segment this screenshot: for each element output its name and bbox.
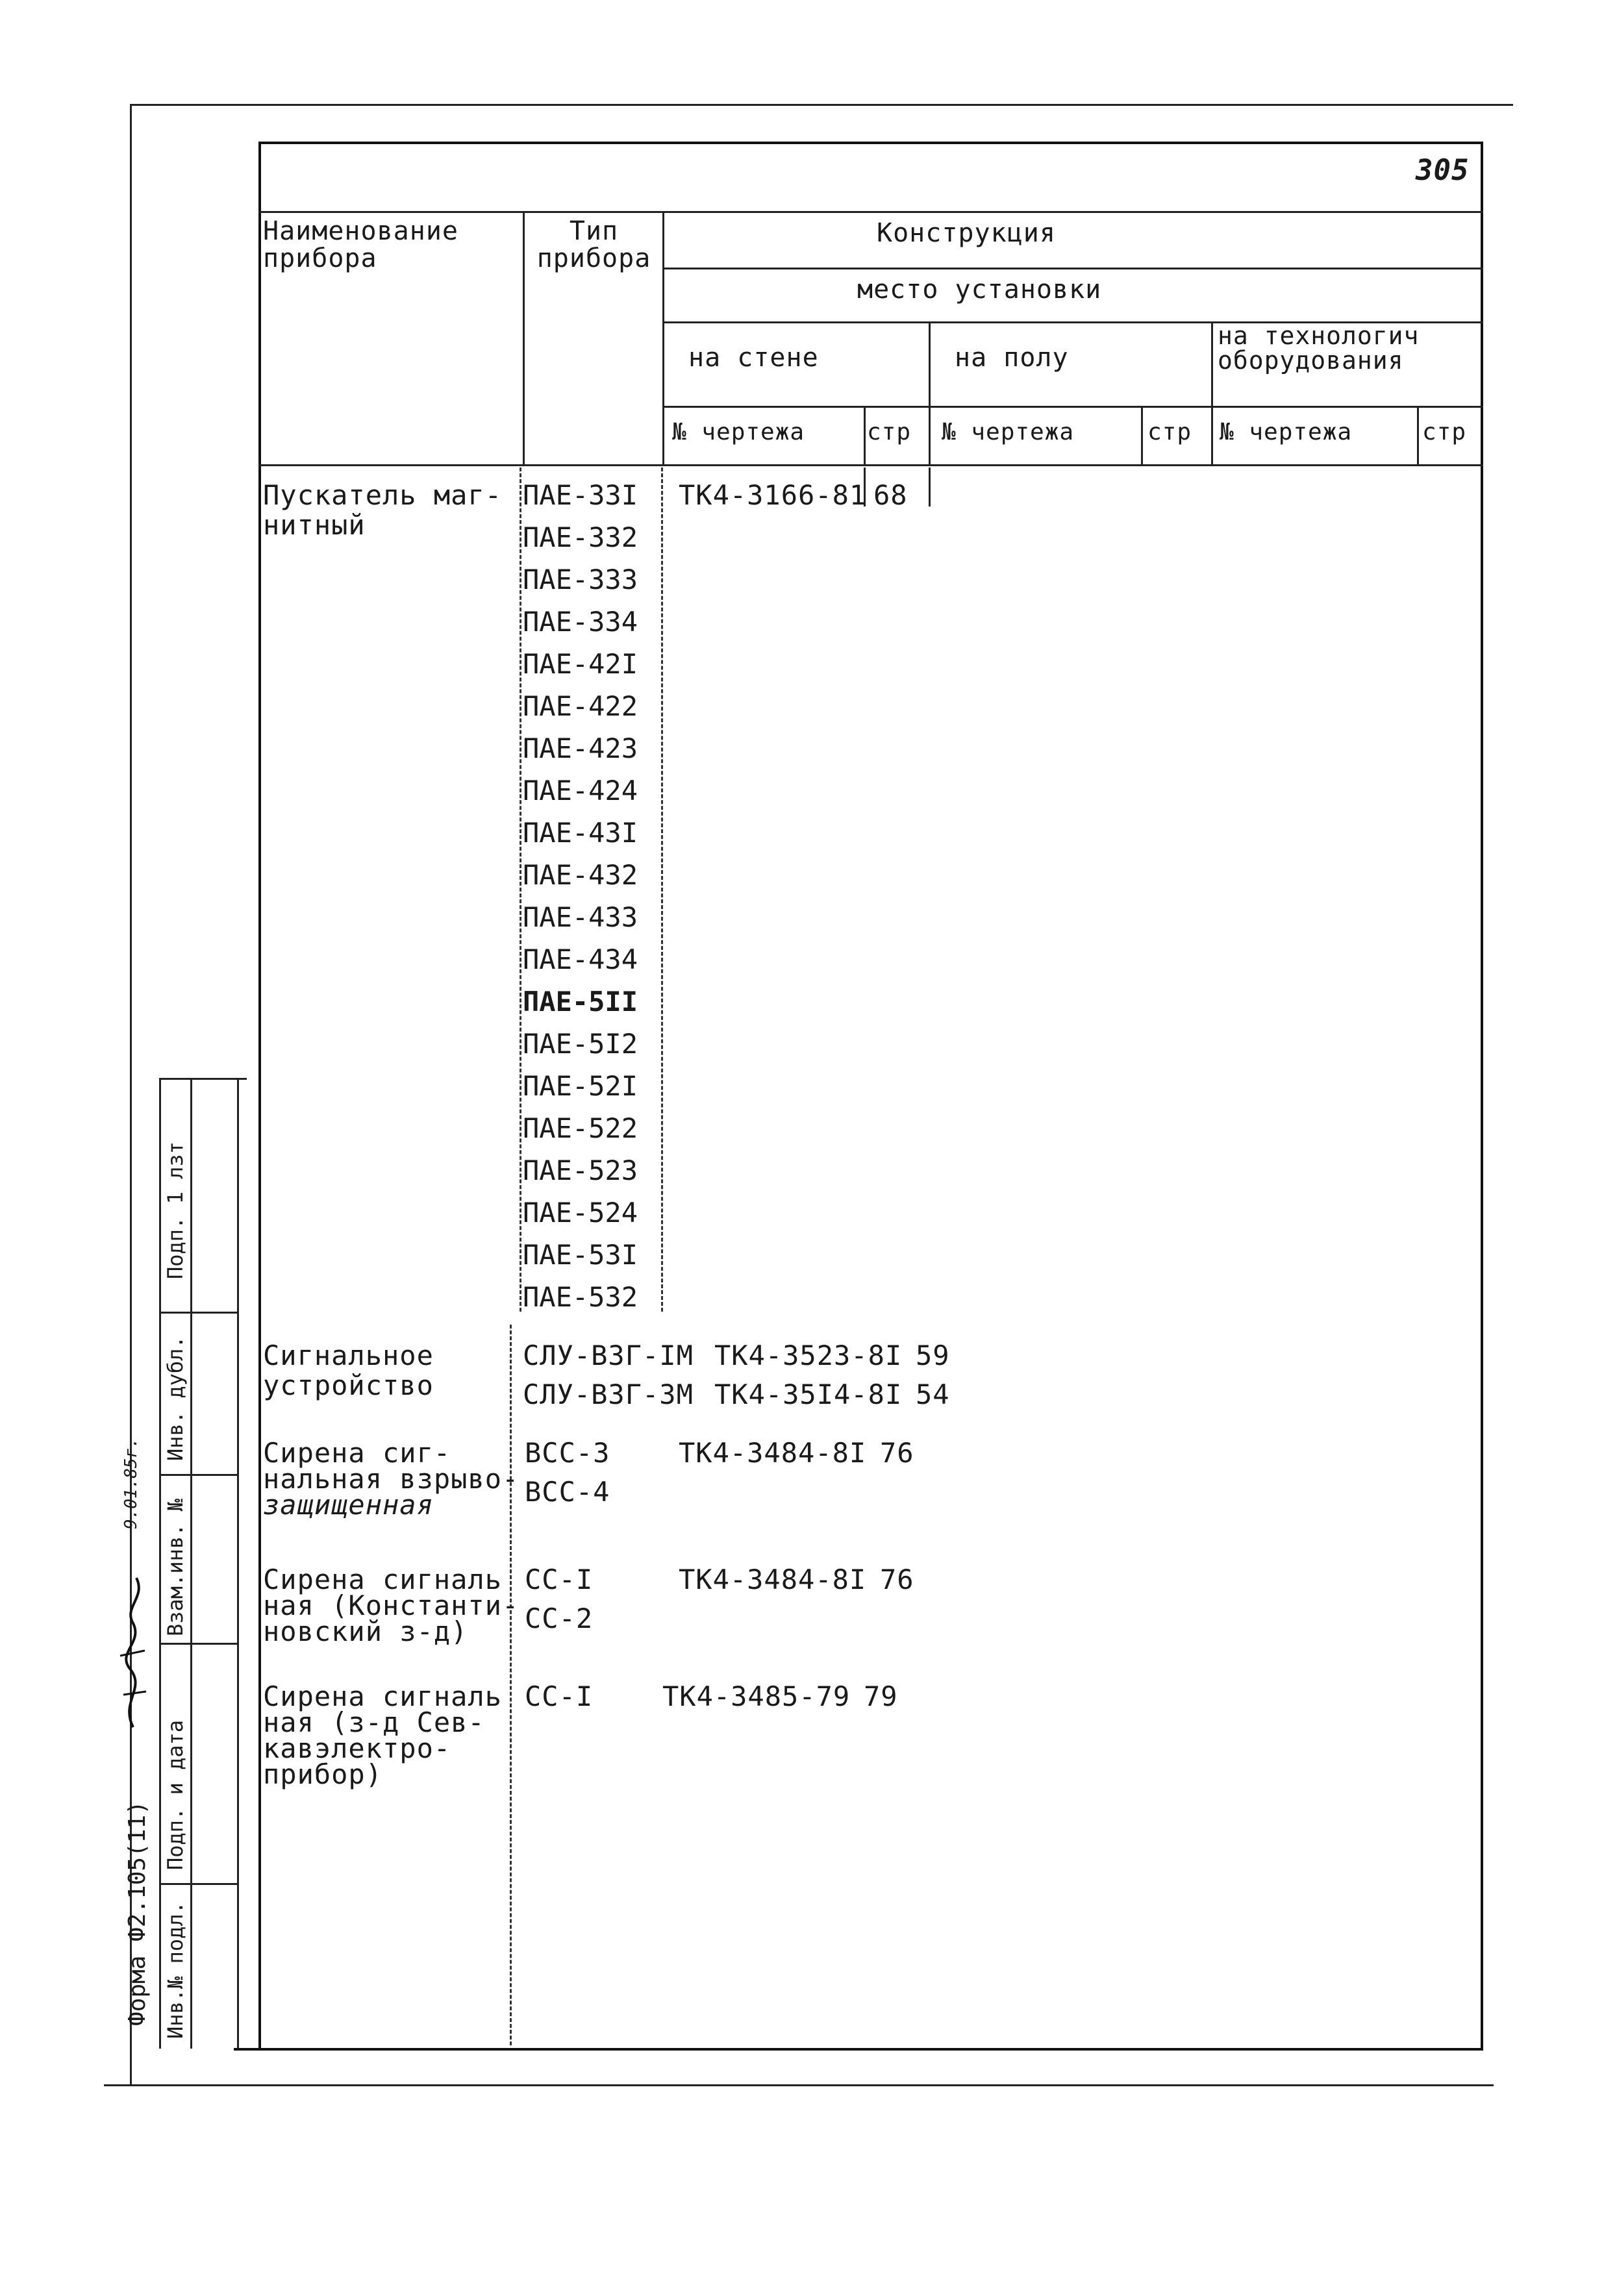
header-floor-drawing: № чертежа — [942, 419, 1075, 445]
stamp-sep — [159, 1078, 247, 1080]
table-left-border — [258, 142, 261, 2051]
header-col-name — [263, 218, 516, 272]
form-label: Форма Ф2.105(11) — [124, 1801, 151, 2026]
outer-left-border — [130, 104, 132, 2084]
stamp-line-left — [159, 1078, 161, 2049]
body-divider-type-upper — [520, 468, 521, 1312]
starter-type: ПАЕ-5I2 — [523, 1028, 638, 1060]
header-on-floor: на полу — [955, 343, 1069, 373]
siren-sev-name-line1: Сирена сигналь — [263, 1680, 503, 1712]
siren-konst-name-line3: новский з-д) — [263, 1616, 468, 1647]
col-divider-equip-str — [1417, 406, 1419, 464]
siren-ex-page: 76 — [880, 1437, 914, 1469]
signature — [107, 1539, 159, 1734]
stamp-line-mid — [190, 1078, 192, 2049]
starter-page: 68 — [873, 479, 908, 511]
starter-type: ПАЕ-532 — [523, 1281, 638, 1313]
siren-ex-drawing: ТК4-3484-8I — [679, 1437, 867, 1469]
starter-type: ПАЕ-424 — [523, 775, 638, 806]
starter-type: ПАЕ-423 — [523, 732, 638, 764]
table-right-border — [1481, 142, 1483, 2051]
starter-name-line2: нитный — [263, 509, 366, 541]
starter-type: ПАЕ-434 — [523, 943, 638, 975]
header-wall-page: стр — [867, 419, 912, 445]
siren-ex-type-1: ВСС-3 — [525, 1437, 610, 1469]
signal-drawing-2: ТК4-35I4-8I — [714, 1379, 903, 1410]
starter-type: ПАЕ-334 — [523, 606, 638, 638]
stamp-sep — [159, 1474, 237, 1476]
stamp-podp-data: Подп. и дата — [163, 1719, 188, 1870]
header-col-name-text: Наименование прибора — [263, 216, 458, 273]
col-divider-wall-str — [864, 406, 866, 464]
starter-name-line1: Пускатель маг- — [263, 479, 503, 511]
header-col-type — [527, 218, 660, 272]
siren-konst-type-1: СС-I — [525, 1564, 594, 1595]
stamp-podp: Подп. 1 лзт — [163, 1142, 188, 1279]
header-bottom-line — [258, 464, 1483, 466]
signal-type-2: СЛУ-ВЗГ-3М — [523, 1379, 694, 1410]
page-number: 305 — [1416, 154, 1470, 187]
stamp-sep — [159, 1312, 237, 1314]
starter-type: ПАЕ-53I — [523, 1239, 638, 1271]
starter-type: ПАЕ-43I — [523, 817, 638, 849]
siren-sev-drawing: ТК4-3485-79 — [662, 1680, 851, 1712]
siren-konst-name-line1: Сирена сигналь — [263, 1564, 503, 1595]
header-on-equipment-text: на технологич оборудования — [1218, 321, 1420, 375]
stamp-block — [159, 1078, 244, 2049]
header-construction: Конструкция — [877, 218, 1056, 248]
col-divider-floor-equip — [1211, 321, 1213, 464]
header-mounting-place: место установки — [857, 275, 1102, 305]
starter-type: ПАЕ-33I — [523, 479, 638, 511]
starter-type: ПАЕ-332 — [523, 521, 638, 553]
signal-drawing-1: ТК4-3523-8I — [714, 1340, 903, 1371]
siren-sev-name-line3: кавэлектро- — [263, 1732, 451, 1764]
body-divider-name — [510, 1325, 512, 2045]
siren-ex-type-2: ВСС-4 — [525, 1476, 610, 1508]
starter-type: ПАЕ-432 — [523, 859, 638, 891]
starter-type: ПАЕ-333 — [523, 564, 638, 595]
header-equip-page: стр — [1422, 419, 1467, 445]
signal-page-1: 59 — [916, 1340, 950, 1371]
table-bottom-border — [234, 2048, 1483, 2051]
siren-sev-name-line2: ная (з-д Сев- — [263, 1706, 485, 1738]
stamp-inv-podl: Инв.№ подл. — [163, 1901, 188, 2039]
table-top-border — [258, 142, 1483, 144]
siren-konst-type-2: СС-2 — [525, 1603, 594, 1634]
starter-type: ПАЕ-433 — [523, 901, 638, 933]
stamp-inv-dubl: Инв. дубл. — [163, 1336, 188, 1461]
signal-page-2: 54 — [916, 1379, 950, 1410]
signature-date: 9.01.85г. — [121, 1438, 141, 1529]
header-equip-drawing: № чертежа — [1220, 419, 1353, 445]
siren-konst-name-line2: ная (Константи- — [263, 1590, 520, 1621]
siren-sev-name-line4: прибор) — [263, 1758, 383, 1790]
stamp-sep — [159, 1883, 237, 1885]
siren-sev-type-1: СС-I — [525, 1680, 594, 1712]
siren-konst-page: 76 — [880, 1564, 914, 1595]
body-divider-type-right — [661, 468, 663, 1312]
siren-konst-drawing: ТК4-3484-8I — [679, 1564, 867, 1595]
stamp-vzam-inv: Взам.инв. № — [163, 1499, 188, 1636]
header-floor-page: стр — [1147, 419, 1192, 445]
header-wall-drawing: № чертежа — [672, 419, 805, 445]
header-line-construction — [664, 268, 1483, 269]
header-top-line — [258, 211, 1483, 213]
col-divider-type — [662, 211, 664, 464]
col-divider-name — [523, 211, 525, 464]
stamp-sep — [159, 1643, 237, 1645]
header-on-wall: на стене — [688, 343, 819, 373]
signal-type-1: СЛУ-ВЗГ-IМ — [523, 1340, 694, 1371]
starter-drawing: ТК4-3166-81 — [679, 479, 867, 511]
siren-ex-name-line3: защищенная — [263, 1489, 434, 1521]
outer-bottom-border — [104, 2084, 1494, 2086]
body-divider-page-floor — [929, 468, 931, 506]
siren-ex-name-line1: Сирена сиг- — [263, 1437, 451, 1469]
starter-type: ПАЕ-524 — [523, 1197, 638, 1229]
col-divider-wall-floor — [929, 321, 931, 464]
header-on-equipment — [1218, 323, 1477, 373]
starter-type: ПАЕ-422 — [523, 690, 638, 722]
signal-name-line1: Сигнальное — [263, 1340, 434, 1371]
starter-type: ПАЕ-5II — [523, 986, 638, 1017]
starter-type: ПАЕ-523 — [523, 1154, 638, 1186]
signal-name-line2: устройство — [263, 1369, 434, 1401]
starter-type: ПАЕ-522 — [523, 1112, 638, 1144]
starter-type: ПАЕ-42I — [523, 648, 638, 680]
siren-ex-name-line2: нальная взрыво- — [263, 1463, 520, 1495]
col-divider-floor-str — [1141, 406, 1143, 464]
outer-top-border — [130, 104, 1513, 106]
starter-type: ПАЕ-52I — [523, 1070, 638, 1102]
header-line-subcols — [664, 406, 1483, 408]
header-col-type-text: Тип прибора — [536, 216, 651, 273]
siren-sev-page: 79 — [864, 1680, 898, 1712]
stamp-line-right — [237, 1078, 239, 2049]
